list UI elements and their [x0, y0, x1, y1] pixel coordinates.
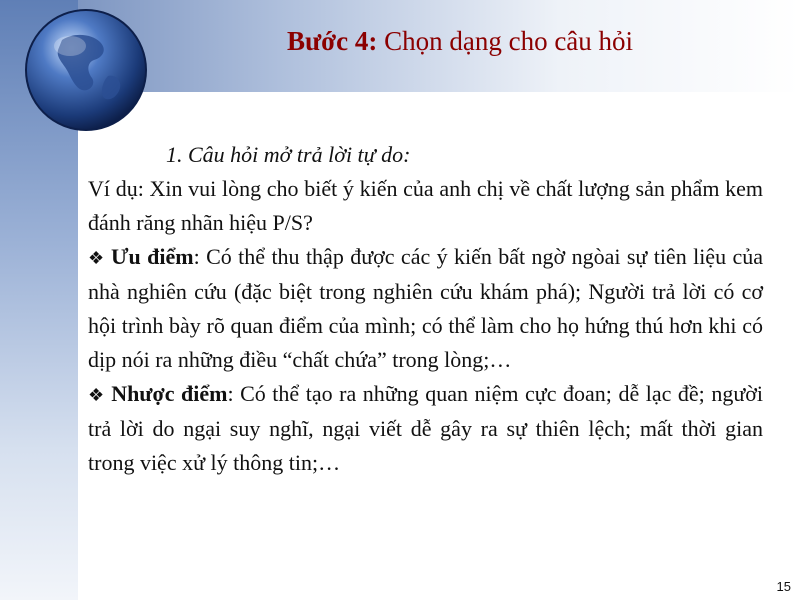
disadvantage-text: : Có thể tạo ra những quan niệm cực đoan; dễ lạc đề; người trả lời do ngại suy nghĩ, ngại viết dễ gây ra sự thiên lệch; mất thời gian trong việc xử lý thông tin;… [88, 381, 764, 475]
diamond-bullet-icon: ❖ [88, 385, 106, 405]
disadvantage-label: Nhược điểm [111, 381, 228, 406]
advantage-text: : Có thể thu thập được các ý kiến bất ngờ ngòai sự tiên liệu của nhà nghiên cứu (đặc biệt trong nghiên cứu khám phá); Người trả lời có cơ hội trình bày rõ quan điểm của mình; có thể làm cho họ hứng thú hơn khi có dịp nói ra những điều “chất chứa” trong lòng;… [88, 244, 763, 372]
diamond-bullet-icon: ❖ [88, 248, 106, 268]
example-paragraph: Ví dụ: Xin vui lòng cho biết ý kiến của anh chị về chất lượng sản phẩm kem đánh răng nhãn hiệu P/S? [88, 176, 763, 235]
disadvantage-paragraph [88, 377, 763, 480]
slide-body [88, 138, 763, 480]
title-text: Chọn dạng cho câu hỏi [377, 26, 634, 56]
title-step: Bước 4: [286, 26, 378, 56]
page-number: 15 [776, 579, 791, 594]
advantage-paragraph [88, 240, 763, 377]
slide-title [200, 22, 720, 60]
section-heading: 1. Câu hỏi mở trả lời tự do: [166, 142, 411, 167]
globe-icon [22, 6, 150, 134]
advantage-label: Ưu điểm [111, 244, 194, 269]
